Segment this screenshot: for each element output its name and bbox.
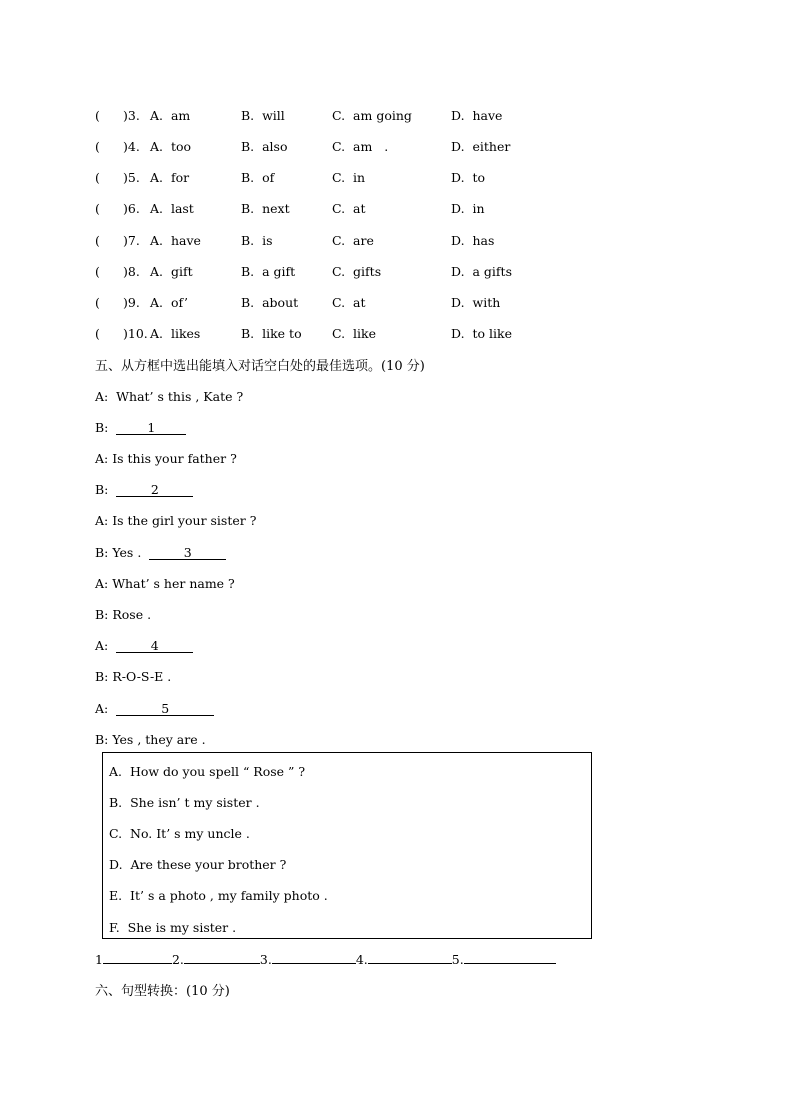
- dialogue-text: A: Is this your father ?: [95, 451, 237, 466]
- option-a: A. of’: [150, 295, 188, 310]
- option-a: A. am: [150, 108, 191, 123]
- option-b: B. is: [241, 233, 273, 248]
- option-a: A. last: [150, 201, 194, 216]
- dialogue-text: B:: [95, 482, 117, 497]
- answer-paren: (: [95, 139, 100, 154]
- answer-paren: (: [95, 108, 100, 123]
- question-number: )6.: [123, 201, 140, 216]
- option-c: C. am going: [332, 108, 412, 123]
- dialogue-line: [95, 732, 206, 752]
- dialogue-text: A: What’ s this , Kate ?: [95, 389, 244, 404]
- question-number: )9.: [123, 295, 140, 310]
- dialogue-line: [95, 607, 151, 627]
- option-a: A. gift: [150, 264, 193, 279]
- option-c: C. are: [332, 233, 374, 248]
- option-b: B. next: [241, 201, 290, 216]
- dialogue-line: [95, 576, 235, 596]
- option-c: C. am .: [332, 139, 389, 154]
- dialogue-line: [95, 482, 193, 502]
- answer-blank[interactable]: 3: [149, 546, 226, 560]
- answer-blank[interactable]: [272, 950, 356, 964]
- answer-blank[interactable]: [464, 950, 556, 964]
- answer-paren: (: [95, 264, 100, 279]
- option-item: F. She is my sister .: [109, 920, 237, 935]
- option-d: D. in: [451, 201, 485, 216]
- option-b: B. will: [241, 108, 285, 123]
- question-number: )7.: [123, 233, 140, 248]
- answer-blank[interactable]: [184, 950, 260, 964]
- question-number: )5.: [123, 170, 140, 185]
- answer-blank[interactable]: 1: [116, 421, 186, 435]
- option-c: C. gifts: [332, 264, 382, 279]
- option-item: E. It’ s a photo , my family photo .: [109, 888, 328, 903]
- dialogue-text: B: Yes .: [95, 545, 150, 560]
- question-number: )3.: [123, 108, 140, 123]
- section-5-title: 五、从方框中选出能填入对话空白处的最佳选项。(10 分): [95, 359, 425, 374]
- dialogue-text: B: Yes , they are .: [95, 732, 206, 747]
- answer-paren: (: [95, 170, 100, 185]
- option-c: C. at: [332, 295, 366, 310]
- question-number: )4.: [123, 139, 140, 154]
- option-a: A. too: [150, 139, 192, 154]
- dialogue-text: B:: [95, 420, 117, 435]
- dialogue-line: [95, 451, 237, 471]
- section-6-title: 六、句型转换：(10 分): [95, 984, 230, 999]
- option-b: B. of: [241, 170, 275, 185]
- option-item: B. She isn’ t my sister .: [109, 795, 260, 810]
- dialogue-text: A:: [95, 638, 117, 653]
- answer-blank[interactable]: 5: [116, 702, 214, 716]
- option-b: B. like to: [241, 326, 302, 341]
- answer-blank[interactable]: 2: [116, 483, 193, 497]
- option-c: C. like: [332, 326, 377, 341]
- answer-blank[interactable]: [103, 950, 172, 964]
- answer-blank[interactable]: [368, 950, 452, 964]
- options-box: [102, 752, 592, 939]
- question-number: )8.: [123, 264, 140, 279]
- option-c: C. in: [332, 170, 366, 185]
- dialogue-line: [95, 545, 226, 565]
- dialogue-line: [95, 701, 214, 721]
- answer-paren: (: [95, 201, 100, 216]
- dialogue-text: A:: [95, 701, 117, 716]
- answer-label: 2.: [171, 952, 184, 967]
- answer-label: 5.: [451, 952, 464, 967]
- option-d: D. a gifts: [451, 264, 512, 279]
- option-item: A. How do you spell “ Rose ” ?: [109, 764, 306, 779]
- option-d: D. has: [451, 233, 495, 248]
- dialogue-text: B: R-O-S-E .: [95, 669, 172, 684]
- answer-paren: (: [95, 326, 100, 341]
- option-d: D. to like: [451, 326, 512, 341]
- option-a: A. likes: [150, 326, 201, 341]
- option-b: B. a gift: [241, 264, 296, 279]
- answer-line: [95, 950, 556, 967]
- option-d: D. have: [451, 108, 503, 123]
- option-a: A. have: [150, 233, 201, 248]
- option-b: B. about: [241, 295, 299, 310]
- option-c: C. at: [332, 201, 366, 216]
- option-d: D. either: [451, 139, 511, 154]
- option-a: A. for: [150, 170, 190, 185]
- answer-blank[interactable]: 4: [116, 639, 193, 653]
- option-item: C. No. It’ s my uncle .: [109, 826, 250, 841]
- dialogue-line: [95, 389, 243, 409]
- dialogue-text: A: Is the girl your sister ?: [95, 513, 257, 528]
- question-number: )10.: [123, 326, 148, 341]
- answer-label: 1: [95, 952, 103, 967]
- option-item: D. Are these your brother ?: [109, 857, 287, 872]
- dialogue-line: [95, 638, 193, 658]
- option-d: D. to: [451, 170, 486, 185]
- answer-paren: (: [95, 233, 100, 248]
- answer-label: 3.: [259, 952, 272, 967]
- answer-label: 4.: [355, 952, 368, 967]
- answer-paren: (: [95, 295, 100, 310]
- dialogue-line: [95, 513, 256, 533]
- option-b: B. also: [241, 139, 288, 154]
- dialogue-text: A: What’ s her name ?: [95, 576, 235, 591]
- option-d: D. with: [451, 295, 501, 310]
- dialogue-line: [95, 420, 186, 440]
- dialogue-text: B: Rose .: [95, 607, 152, 622]
- dialogue-line: [95, 669, 171, 689]
